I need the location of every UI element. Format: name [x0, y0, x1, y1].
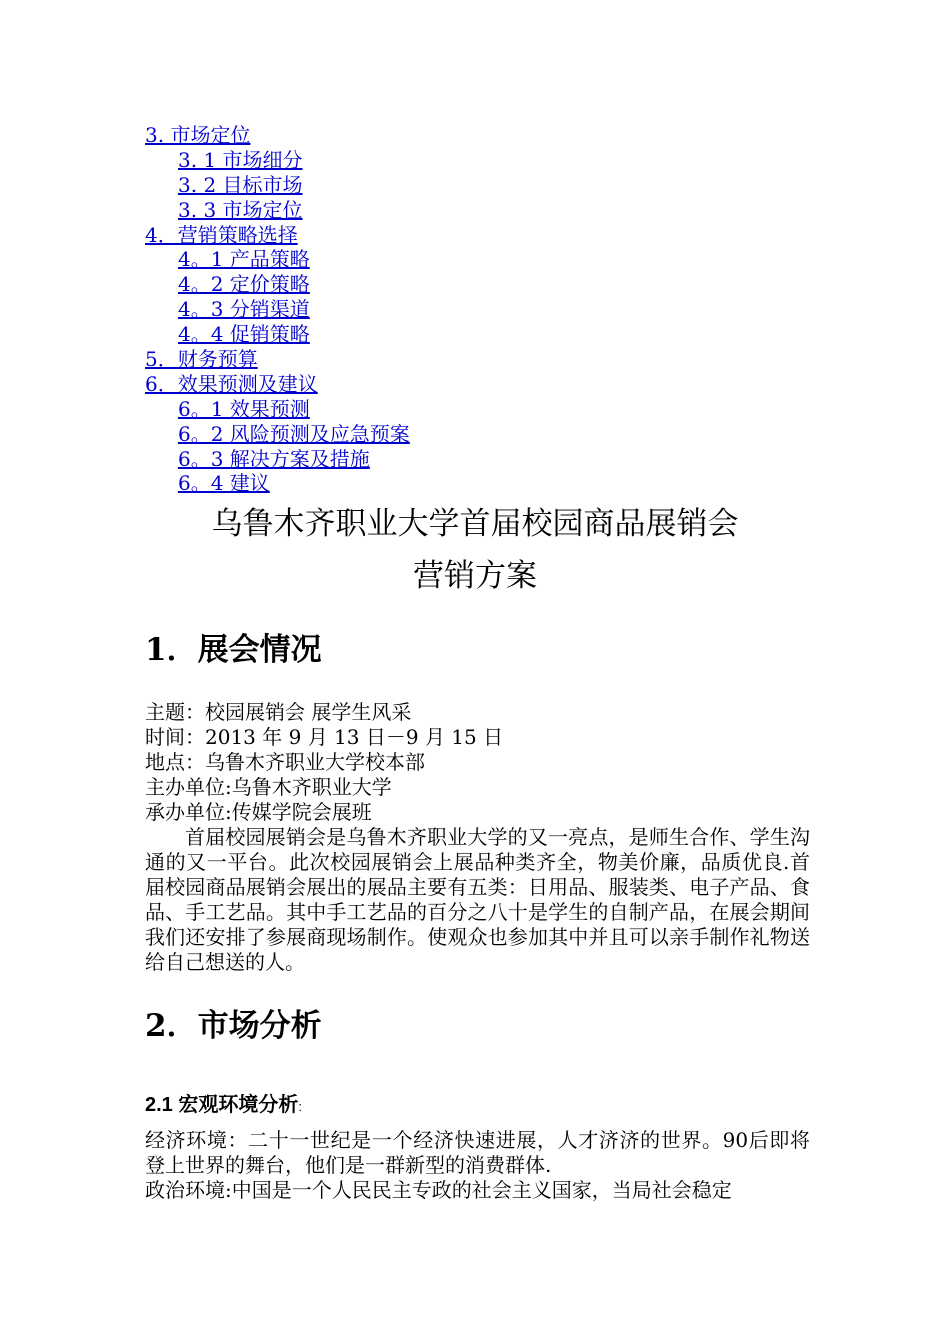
info-host: 承办单位:传媒学院会展班: [145, 800, 372, 824]
toc-link-6-1[interactable]: 6。1 效果预测: [178, 396, 310, 421]
document-title-line-1: 乌鲁木齐职业大学首届校园商品展销会: [211, 506, 739, 542]
info-organizer: 主办单位:乌鲁木齐职业大学: [145, 775, 392, 799]
toc-link-6-4[interactable]: 6。4 建议: [178, 471, 270, 496]
economic-environment-paragraph: 经济环境：二十一世纪是一个经济快速进展，人才济济的世界。90后即将登上世界的舞台，他们是一群新型的消费群体.: [145, 1128, 810, 1177]
toc-link-4-4[interactable]: 4。4 促销策略: [178, 322, 310, 347]
toc-link-4-3[interactable]: 4。3 分销渠道: [178, 297, 310, 322]
toc-link-6-2[interactable]: 6。2 风险预测及应急预案: [178, 421, 410, 446]
toc-link-3[interactable]: 3. 市场定位: [145, 123, 251, 147]
info-time: 时间：2013 年 9 月 13 日－9 月 15 日: [145, 725, 504, 749]
toc-link-3-3[interactable]: 3. 3 市场定位: [178, 197, 303, 222]
section-1-paragraph: 首届校园展销会是乌鲁木齐职业大学的又一亮点，是师生合作、学生沟通的又一平台。此次校园展销会上展品种类齐全，物美价廉，品质优良.首届校园商品展销会展出的展品主要有五类：日用品、服装类、电子产品、食品、手工艺品。其中手工艺品的百分之八十是学生的自制产品，在展会期间我们还安排了参展商现场制作。使观众也参加其中并且可以亲手制作礼物送给自己想送的人。: [145, 825, 810, 974]
info-location: 地点：乌鲁木齐职业大学校本部: [145, 750, 425, 774]
toc-link-5[interactable]: 5．财务预算: [145, 347, 258, 372]
macro-environment-text: [145, 1128, 810, 1203]
document-title-line-2: 营销方案: [413, 558, 537, 594]
section-1-heading: 1．展会情况: [145, 632, 322, 668]
toc-link-3-2[interactable]: 3. 2 目标市场: [178, 172, 303, 197]
toc-link-4-1[interactable]: 4。1 产品策略: [178, 247, 310, 272]
toc-link-4-2[interactable]: 4。2 定价策略: [178, 272, 310, 297]
toc-link-6-3[interactable]: 6。3 解决方案及措施: [178, 446, 370, 471]
event-info-list: [145, 700, 825, 825]
political-environment-paragraph: 政治环境:中国是一个人民民主专政的社会主义国家，当局社会稳定: [145, 1178, 732, 1202]
section-2-heading: 2．市场分析: [145, 1008, 322, 1044]
toc-link-4[interactable]: 4．营销策略选择: [145, 222, 298, 247]
subsection-2-1-colon: :: [298, 1099, 302, 1114]
info-theme: 主题：校园展销会 展学生风采: [145, 700, 412, 724]
toc-link-3-1[interactable]: 3. 1 市场细分: [178, 147, 303, 172]
subsection-2-1-heading: [145, 1090, 302, 1122]
subsection-2-1-title: 2.1 宏观环境分析: [145, 1094, 299, 1116]
toc-link-6[interactable]: 6．效果预测及建议: [145, 371, 318, 396]
table-of-contents: [145, 123, 845, 496]
